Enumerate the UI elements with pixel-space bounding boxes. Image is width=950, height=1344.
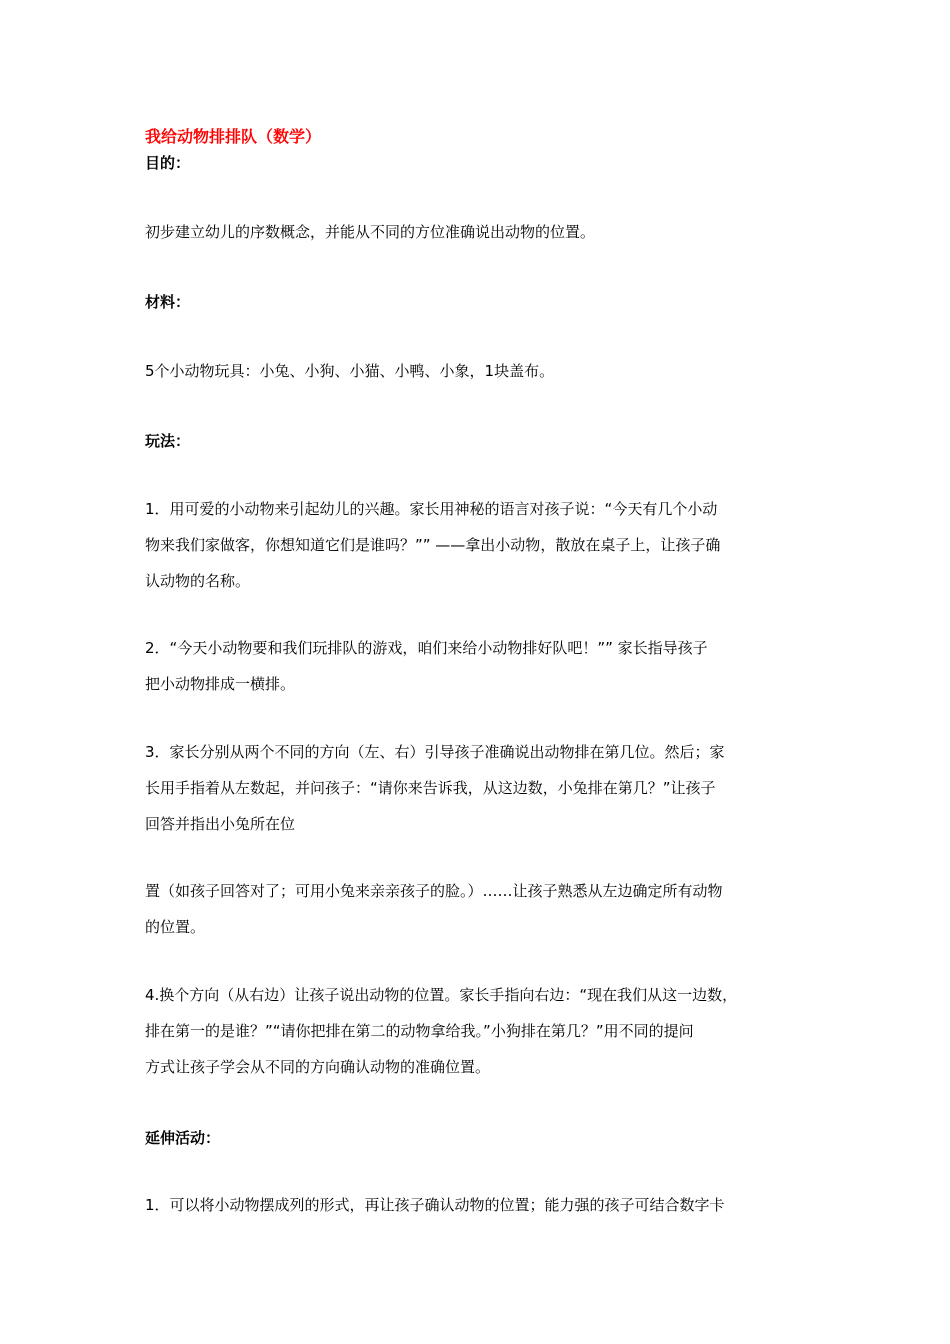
paragraph-line: 1．可以将小动物摆成列的形式，再让孩子确认动物的位置；能力强的孩子可结合数字卡 (145, 1196, 725, 1214)
paragraph-line: 2．“今天小动物要和我们玩排队的游戏，咱们来给小动物排好队吧！”” 家长指导孩子 (145, 639, 708, 657)
step-2-paragraph (145, 630, 810, 702)
materials-paragraph (145, 353, 810, 389)
step-1-paragraph (145, 491, 810, 599)
paragraph-line: 的位置。 (145, 918, 206, 936)
paragraph-line: 把小动物排成一横排。 (145, 675, 296, 693)
paragraph-line: 3．家长分别从两个不同的方向（左、右）引导孩子准确说出动物排在第几位。然后；家 (145, 743, 725, 761)
paragraph-line: 排在第一的是谁？”“请你把排在第二的动物拿给我。”小狗排在第几？”用不同的提问 (145, 1022, 694, 1040)
paragraph-line: 认动物的名称。 (145, 572, 251, 590)
step-3-continuation (145, 873, 810, 945)
extension-1-paragraph (145, 1187, 810, 1223)
paragraph-line: 初步建立幼儿的序数概念，并能从不同的方位准确说出动物的位置。 (145, 223, 596, 241)
purpose-heading: 目的： (145, 154, 191, 172)
paragraph-line: 4.换个方向（从右边）让孩子说出动物的位置。家长手指向右边：“现在我们从这一边数， (145, 986, 738, 1004)
materials-heading: 材料： (145, 293, 191, 311)
paragraph-line: 回答并指出小兔所在位 (145, 815, 296, 833)
paragraph-line: 1．用可爱的小动物来引起幼儿的兴趣。家长用神秘的语言对孩子说：“今天有几个小动 (145, 500, 718, 518)
paragraph-line: 方式让孩子学会从不同的方向确认动物的准确位置。 (145, 1058, 491, 1076)
paragraph-line: 置（如孩子回答对了；可用小兔来亲亲孩子的脸。）……让孩子熟悉从左边确定所有动物 (145, 882, 723, 900)
extension-heading: 延伸活动： (145, 1129, 221, 1147)
step-3-paragraph (145, 734, 810, 842)
paragraph-line: 长用手指着从左数起，并问孩子：“请你来告诉我，从这边数，小兔排在第几？”让孩子 (145, 779, 716, 797)
purpose-paragraph (145, 214, 810, 250)
document-title: 我给动物排排队（数学） (145, 127, 322, 146)
step-4-paragraph (145, 977, 810, 1085)
paragraph-line: 5个小动物玩具：小兔、小狗、小猫、小鸭、小象，1块盖布。 (145, 362, 555, 380)
play-heading: 玩法： (145, 432, 191, 450)
paragraph-line: 物来我们家做客，你想知道它们是谁吗？”” ——拿出小动物，散放在桌子上，让孩子确 (145, 536, 721, 554)
